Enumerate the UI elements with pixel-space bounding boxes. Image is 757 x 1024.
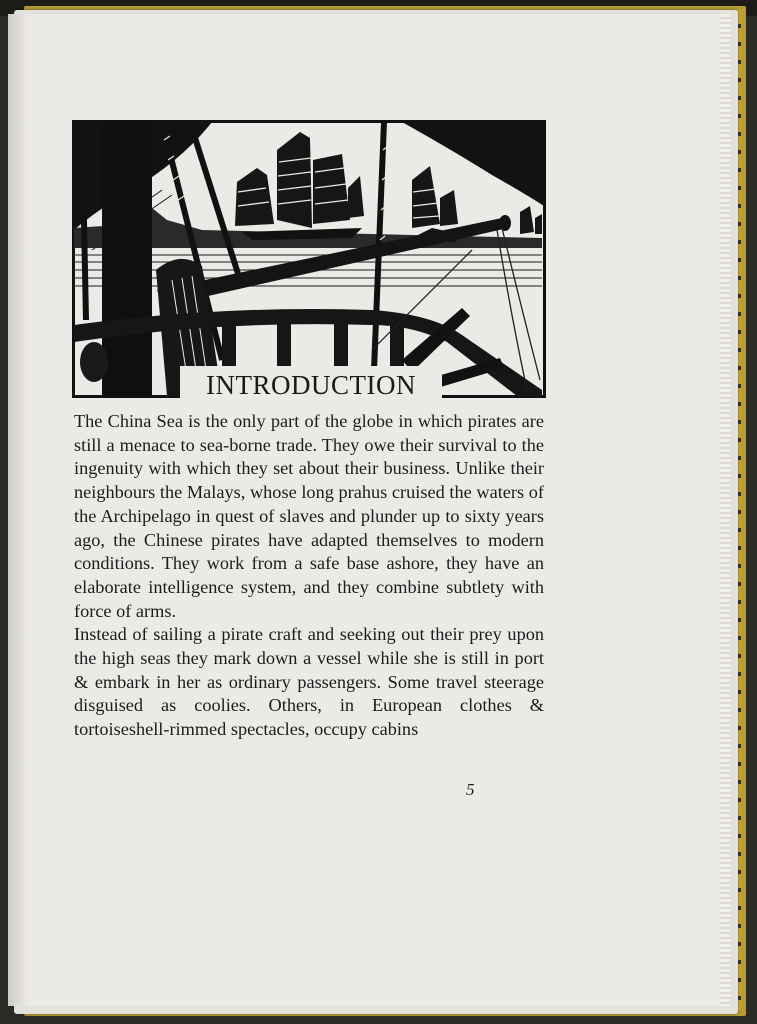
body-text [74, 410, 544, 742]
page-number: 5 [466, 780, 475, 799]
paragraph-2: Instead of sailing a pirate craft and seeking out their prey upon the high seas they mark down a vessel while she is still in port & embark in her as ordinary passengers. Some travel steerage disguised as coolies. Others, in European clothes & tortoiseshell-rimmed spectacles, occupy cabins [74, 624, 544, 740]
page-fore-edge [720, 14, 730, 1006]
paragraph-1: The China Sea is the only part of the globe in which pirates are still a menace to sea-borne trade. They owe their survival to the ingenuity with which they set about their business. Unlike their neighbours the Malays, whose long prahus cruised the waters of the Archipelago in quest of slaves and plunder up to sixty years ago, the Chinese pirates have adapted themselves to modern conditions. They work from a safe base ashore, they have an elaborate intelligence system, and they combine subtlety with force of arms. [74, 411, 544, 621]
woodcut-junks-ship-deck-icon [72, 120, 546, 398]
woodcut-illustration [72, 120, 546, 398]
chapter-heading: INTRODUCTION [180, 366, 442, 402]
page-gutter [8, 14, 28, 1006]
